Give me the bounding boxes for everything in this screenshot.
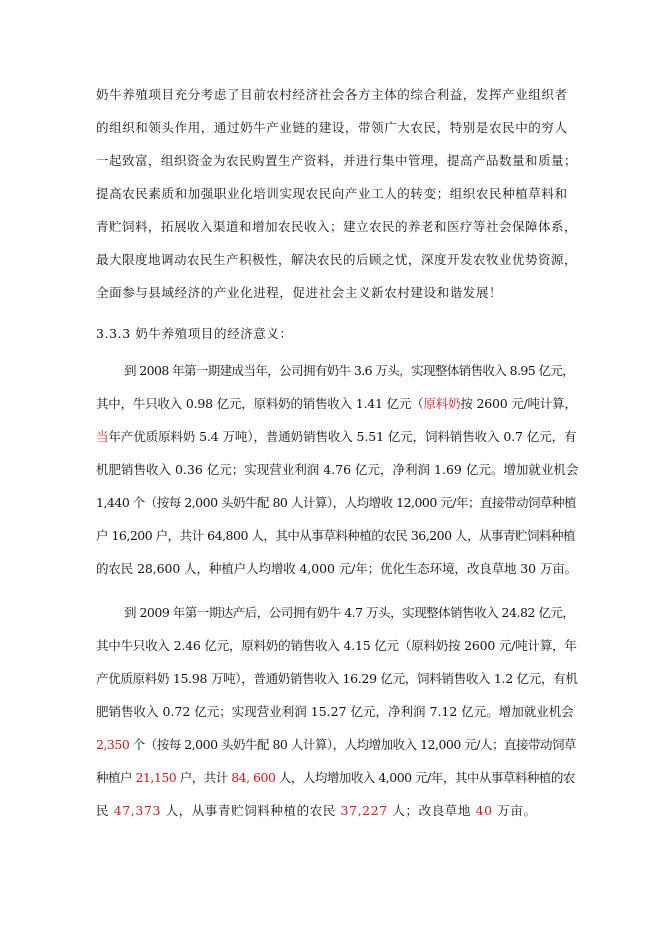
paragraph-3-line-4: 肥销售收入 0.72 亿元；实现营业利润 15.27 亿元，净利润 7.12 亿元。增加就业机会 bbox=[96, 704, 574, 719]
paragraph-2-line-1 bbox=[124, 363, 574, 379]
paragraph-3-line-1: 到 2009 年第一期达产后，公司拥有奶牛 4.7 万头，实现整体销售收入 24.82 亿元， bbox=[124, 605, 575, 620]
paragraph-2-line-6: 户 16,200 户，共计 64,800 人，其中从事草料种植的农民 36,200 人，从事青贮饲料种植 bbox=[96, 528, 576, 543]
p3-l7-red-grassland: 40 bbox=[475, 803, 493, 818]
paragraph-2-line-7: 的农民 28,600 人，种植户人均增收 4,000 元/年；优化生态环境，改良草地 30 万亩。 bbox=[96, 561, 578, 576]
p3-l7-red-silage-farmers: 37,227 bbox=[340, 803, 388, 818]
paragraph-3-line-3: 产优质原料奶 15.98 万吨），普通奶销售收入 16.29 亿元，饲料销售收入 1.2 亿元，有机 bbox=[96, 671, 578, 686]
p3-l5-red-jobs: 2,350 bbox=[96, 737, 130, 752]
paragraph-1-line-1: 奶牛养殖项目充分考虑了目前农村经济社会各方主体的综合利益，发挥产业组织者 bbox=[96, 87, 568, 102]
p3-l7-text-c: 人；改良草地 bbox=[387, 803, 476, 818]
p2-l2-red-raw-milk: 原料奶 bbox=[423, 396, 461, 411]
p3-l6-text-a: 种植户 bbox=[96, 770, 136, 785]
p2-l2-text-a: 其中，牛只收入 0.98 亿元，原料奶的销售收入 1.41 亿元（ bbox=[96, 396, 424, 411]
paragraph-3-line-5 bbox=[96, 737, 576, 753]
section-heading: 3.3.3 奶牛养殖项目的经济意义： bbox=[96, 326, 293, 341]
p3-l6-text-b: 户，共计 bbox=[176, 770, 232, 785]
paragraph-1-line-7: 全面参与县域经济的产业化进程，促进社会主义新农村建设和谐发展！ bbox=[96, 285, 503, 300]
paragraph-1-line-6: 最大限度地调动农民生产积极性，解决农民的后顾之忧，深度开发农牧业优势资源， bbox=[96, 252, 578, 267]
paragraph-1-line-4: 提高农民素质和加强职业化培训实现农民向产业工人的转变；组织农民种植草料和 bbox=[96, 186, 568, 201]
p3-l7-text-d: 万亩。 bbox=[492, 803, 537, 818]
paragraph-3-line-2: 其中牛只收入 2.46 亿元，原料奶的销售收入 4.15 亿元（原料奶按 2600 元/吨计算，年 bbox=[96, 638, 577, 653]
p3-l7-red-grass-farmers: 47,373 bbox=[113, 803, 162, 818]
paragraph-3-line-6 bbox=[96, 770, 575, 786]
p2-l2-text-c: 按 2600 元/吨计算， bbox=[460, 396, 577, 411]
paragraph-1-line-3: 一起致富，组织资金为农民购置生产资料，并进行集中管理，提高产品数量和质量； bbox=[96, 153, 578, 168]
p3-l6-text-c: 人，人均增加收入 4,000 元/年，其中从事草料种植的农 bbox=[275, 770, 575, 785]
paragraph-2-line-4: 机肥销售收入 0.36 亿元；实现营业利润 4.76 亿元，净利润 1.69 亿元。增加就业机会 bbox=[96, 462, 579, 477]
paragraph-1-line-5: 青贮饲料，拓展收入渠道和增加农民收入；建立农民的养老和医疗等社会保障体系， bbox=[96, 219, 578, 234]
paragraph-2-line-5: 1,440 个（按每 2,000 头奶牛配 80 人计算），人均增收 12,000 元/年；直接带动饲草种植 bbox=[96, 495, 576, 510]
p2-l1-text-a: 到 2008 年第一期建成当年，公司拥有奶牛 3.6 万头 bbox=[124, 363, 400, 378]
p3-l7-text-b: 人，从事青贮饲料种植的农民 bbox=[161, 803, 341, 818]
p2-l1-text-c: 实现整体销售收入 8.95 亿元， bbox=[411, 363, 575, 378]
p3-l6-red-people: 84, 600 bbox=[231, 770, 276, 785]
paragraph-2-line-2 bbox=[96, 396, 577, 412]
paragraph-3-line-7 bbox=[96, 803, 537, 819]
p3-l5-text: 个（按每 2,000 头奶牛配 80 人计算），人均增加收入 12,000 元/人；直接带动饲草 bbox=[129, 737, 577, 752]
p3-l6-red-households: 21,150 bbox=[135, 770, 177, 785]
paragraph-1-line-2: 的组织和领头作用，通过奶牛产业链的建设，带领广大农民，特别是农民中的穷人 bbox=[96, 120, 568, 135]
paragraph-2-line-3 bbox=[96, 429, 576, 445]
p2-l1-red-comma: ， bbox=[399, 363, 412, 378]
p2-l3-red-current: 当 bbox=[96, 429, 109, 444]
p3-l7-text-a: 民 bbox=[96, 803, 114, 818]
p2-l3-text-b: 年产优质原料奶 5.4 万吨），普通奶销售收入 5.51 亿元，饲料销售收入 0.7 亿元，有 bbox=[108, 429, 577, 444]
